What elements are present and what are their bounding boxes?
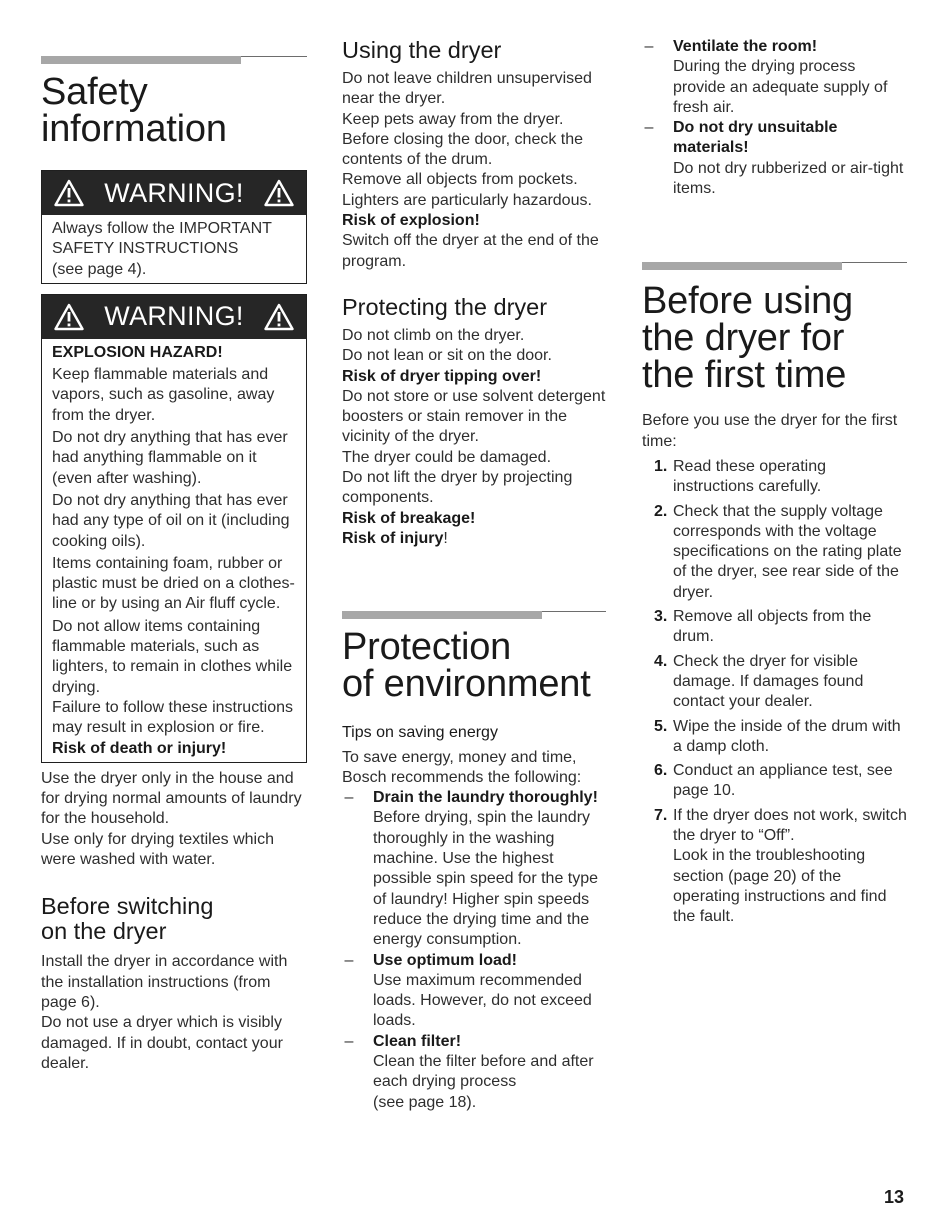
dash-bullet: – <box>344 951 354 969</box>
energy-tips <box>342 723 606 1113</box>
switching-text <box>41 952 307 1074</box>
dash-bullet: – <box>344 789 354 807</box>
first-use-intro: Before you use the dryer for the first time: <box>642 412 898 450</box>
warning-paragraph: Do not dry anything that has ever had any type of oil on it (including cooking oils). <box>52 491 290 550</box>
list-item <box>642 502 907 603</box>
risk-explosion: Risk of explosion! <box>342 212 480 230</box>
step-number: 6. <box>654 762 668 780</box>
using-line: Before closing the door, check the contents of the drum. <box>342 130 584 169</box>
warning-box-2 <box>41 294 307 763</box>
warning-paragraph: Keep flammable materials and vapors, such as gasoline, away from the dryer. <box>52 366 275 424</box>
using-line: Lighters are particularly hazardous. <box>342 191 592 209</box>
warning-triangle-icon <box>264 303 294 331</box>
risk-injury: Risk of injury <box>342 529 444 547</box>
section-rule <box>41 56 307 64</box>
step-text: Conduct an appliance test, see page 10. <box>673 762 893 800</box>
protecting-line: Do not lift the dryer by projecting components. <box>342 469 573 507</box>
using-line: Remove all objects from pockets. <box>342 171 578 189</box>
list-item <box>642 457 907 498</box>
section-title-safety: Safety information <box>41 71 227 150</box>
tip-text: Use maximum recommended loads. However, do not exceed loads. <box>373 971 592 1030</box>
list-item <box>642 652 907 713</box>
warning-paragraph: Failure to follow these instructions may result in explosion or fire. <box>52 698 293 737</box>
dash-bullet: – <box>644 38 654 55</box>
warning-header <box>42 295 306 339</box>
tips-heading: Tips on saving energy <box>342 724 498 742</box>
heading-before-switching: Before switching on the dryer <box>41 893 214 945</box>
protecting-line: The dryer could be damaged. <box>342 448 552 466</box>
heading-protecting-dryer: Protecting the dryer <box>342 293 548 320</box>
step-text: Read these operating instructions carefully. <box>673 457 826 496</box>
first-use-steps <box>642 457 907 928</box>
risk-injury-suffix: ! <box>443 529 448 547</box>
warning-triangle-icon <box>54 303 84 331</box>
tip-title: Use optimum load! <box>373 951 518 969</box>
dash-bullet: – <box>644 119 654 137</box>
tip-text: During the drying process provide an adequate supply of fresh air. <box>673 58 888 116</box>
list-item <box>342 1032 606 1113</box>
warning-paragraph: Do not allow items containing flammable materials, such as lighters, to remain in clothes while drying. <box>52 617 293 696</box>
step-number: 7. <box>654 806 668 824</box>
step-number: 3. <box>654 608 668 626</box>
section-rule <box>642 262 907 270</box>
column-safety <box>41 0 307 1074</box>
usage-paragraph: Use the dryer only in the house and for drying normal amounts of laundry for the household. <box>41 769 302 828</box>
list-item <box>642 717 907 758</box>
column-first-use <box>642 0 907 932</box>
list-item <box>642 761 907 802</box>
page-number: 13 <box>884 1187 905 1207</box>
list-item <box>342 951 606 1032</box>
warning-box-1 <box>41 170 307 284</box>
warning-header <box>42 171 306 215</box>
first-use-text <box>642 411 907 927</box>
step-number: 5. <box>654 717 668 735</box>
warning-paragraph: Items containing foam, rubber or plastic must be dried on a clothes-line or by using an Air fluff cycle. <box>52 554 295 613</box>
using-line: Keep pets away from the dryer. <box>342 110 564 128</box>
tip-title: Ventilate the room! <box>673 38 818 55</box>
list-item <box>642 806 907 928</box>
step-number: 4. <box>654 652 668 670</box>
dash-bullet: – <box>344 1032 354 1050</box>
warning-triangle-icon <box>264 179 294 207</box>
protecting-line: Do not store or use solvent detergent boosters or stain remover in the vicinity of the dryer. <box>342 387 606 446</box>
protecting-text <box>342 326 606 549</box>
tips-intro: To save energy, money and time, Bosch recommends the following: <box>342 748 582 786</box>
warning-text: Always follow the IMPORTANT SAFETY INSTRUCTIONS (see page 4). <box>52 220 272 278</box>
step-text: Check that the supply voltage corresponds with the voltage specifications on the rating plate of the dryer, see rear side of the dryer. <box>673 502 902 601</box>
using-line: Do not leave children unsupervised near the dryer. <box>342 70 592 108</box>
tip-title: Do not dry unsuitable materials! <box>673 119 838 157</box>
warning-paragraph: Do not dry anything that has ever had anything flammable on it (even after washing). <box>52 429 288 487</box>
protecting-line: Do not lean or sit on the door. <box>342 347 552 365</box>
tip-text: Do not dry rubberized or air-tight items. <box>673 159 904 198</box>
usage-text <box>41 769 307 870</box>
hazard-heading: EXPLOSION HAZARD! <box>52 343 223 361</box>
section-title-environment: Protection of environment <box>342 626 591 706</box>
step-text: Wipe the inside of the drum with a damp cloth. <box>673 717 901 755</box>
list-item <box>342 788 606 950</box>
step-number: 1. <box>654 457 668 475</box>
risk-death-injury: Risk of death or injury! <box>52 739 227 757</box>
usage-paragraph: Use only for drying textiles which were washed with water. <box>41 830 274 869</box>
warning-label: WARNING! <box>104 301 244 332</box>
switching-paragraph: Install the dryer in accordance with the installation instructions (from page 6). <box>41 953 288 1011</box>
section-rule <box>342 611 606 619</box>
list-item <box>642 118 907 199</box>
warning-label: WARNING! <box>104 177 244 208</box>
switch-off-line: Switch off the dryer at the end of the program. <box>342 232 599 270</box>
column-usage <box>342 0 606 1113</box>
using-text <box>342 69 606 272</box>
tip-title: Clean filter! <box>373 1032 462 1050</box>
tips-list <box>342 788 606 1113</box>
step-number: 2. <box>654 502 668 520</box>
switching-paragraph: Do not use a dryer which is visibly damaged. If in doubt, contact your dealer. <box>41 1014 283 1072</box>
warning-triangle-icon <box>54 179 84 207</box>
tip-title: Drain the laundry thoroughly! <box>373 789 598 807</box>
risk-injury-line <box>342 529 606 549</box>
tip-text: Clean the filter before and after each drying process (see page 18). <box>373 1052 594 1111</box>
protecting-line: Do not climb on the dryer. <box>342 326 525 344</box>
risk-tipping: Risk of dryer tipping over! <box>342 367 542 385</box>
list-item <box>642 607 907 648</box>
step-text: Remove all objects from the drum. <box>673 608 872 646</box>
risk-breakage: Risk of breakage! <box>342 509 476 527</box>
step-text: If the dryer does not work, switch the dryer to “Off”. Look in the troubleshooting section (page 20) of the operating instructions and find the fault. <box>673 806 907 926</box>
list-item <box>642 37 907 118</box>
step-text: Check the dryer for visible damage. If damages found contact your dealer. <box>673 652 864 711</box>
section-title-before-using: Before using the dryer for the first time <box>642 280 853 397</box>
tip-text: Before drying, spin the laundry thoroughly in the washing machine. Use the highest possible spin speed for the type of laundry! Higher spin speeds reduce the drying time and the energy consumption. <box>373 809 599 949</box>
tips-list-continued <box>642 37 907 199</box>
warning-body <box>42 339 306 762</box>
heading-using-dryer: Using the dryer <box>342 37 502 63</box>
